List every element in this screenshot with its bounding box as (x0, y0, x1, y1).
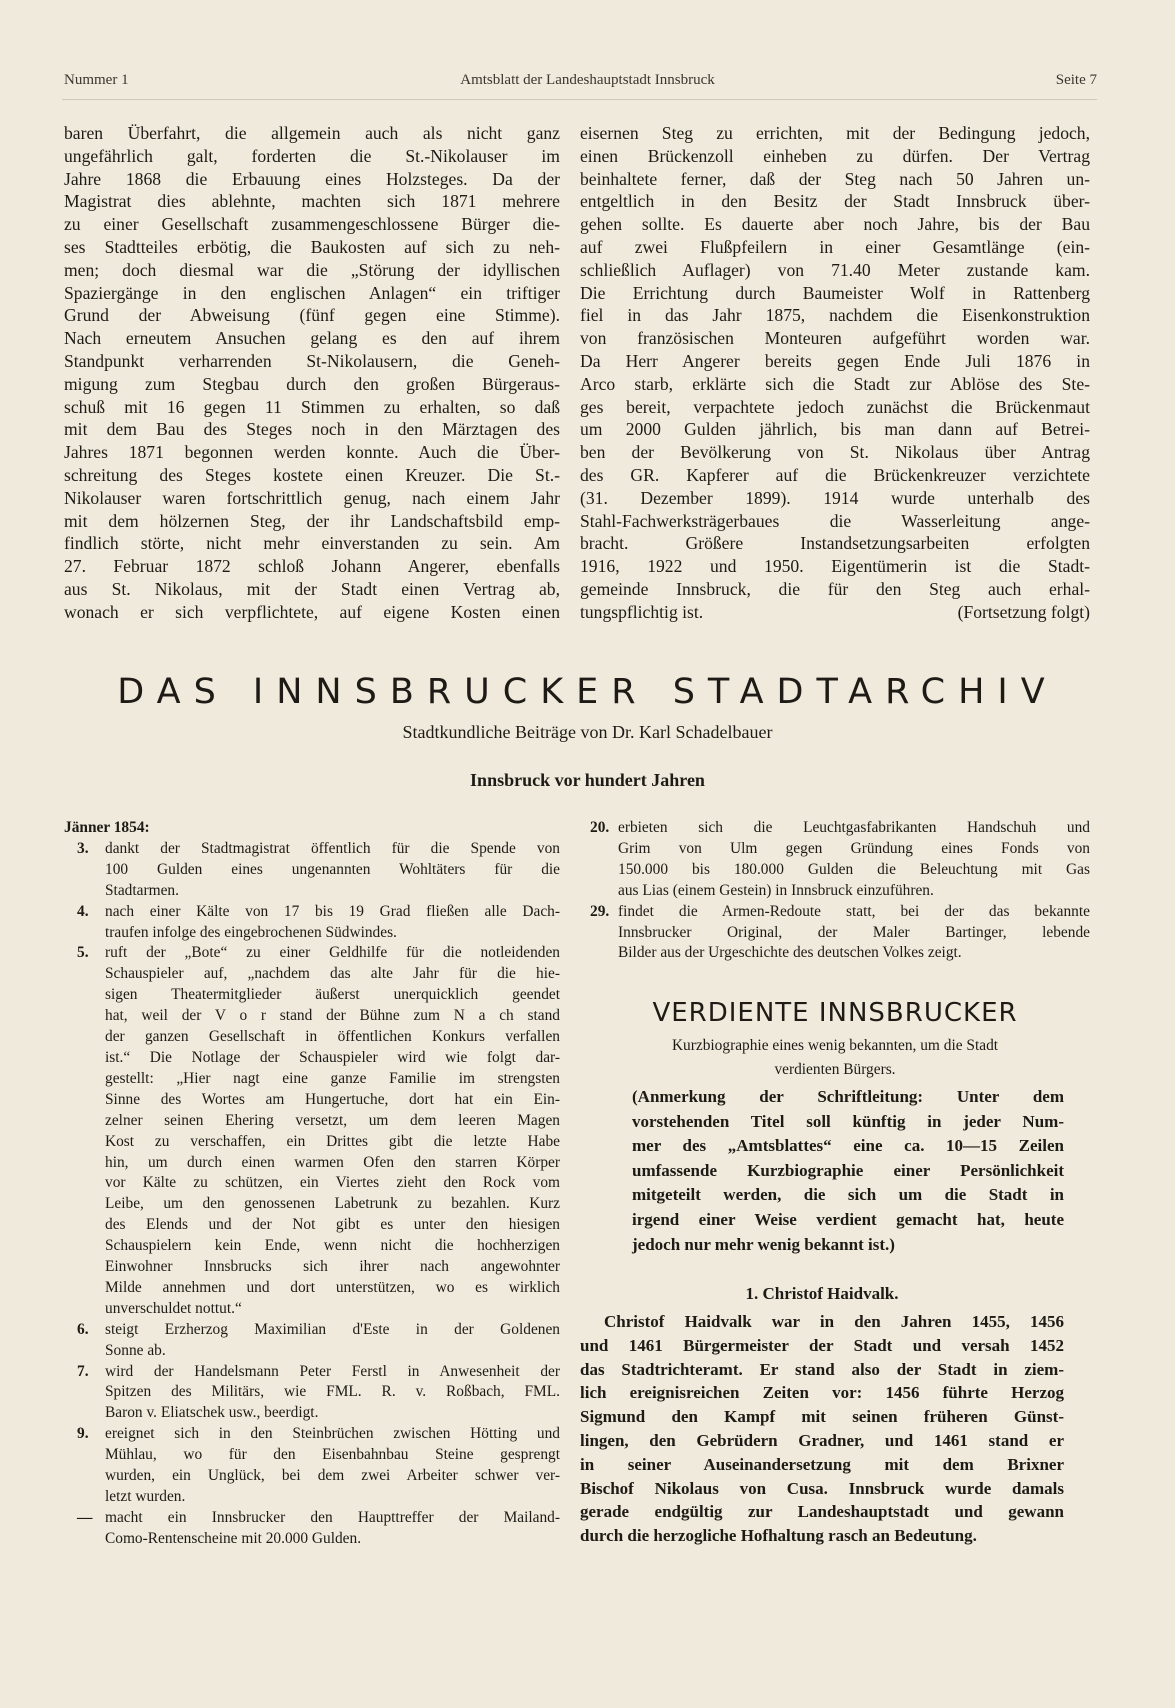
text-line: Spaziergänge in den englischen Anlagen“ ein triftiger (64, 282, 560, 303)
text-line: Sonne ab. (105, 1341, 166, 1359)
text-line: tungspflichtig ist. (580, 601, 704, 622)
text-line: einen Brückenzoll einheben zu dürfen. Der Vertrag (580, 145, 1090, 166)
text-line: findlich störte, nicht mehr einverstanden zu sein. Am (64, 533, 560, 554)
text-line: Schauspieler auf, „nachdem das alte Jahr für die hie- (105, 965, 560, 983)
text-line: gestellt: „Hier nagt eine ganze Familie im strengsten (105, 1069, 560, 1087)
text-line: lich ereignisreichen Zeiten vor: 1456 führte Herzog (580, 1383, 1064, 1403)
text-line: hat, weil der V o r stand der Bühne zum N a ch stand (105, 1007, 560, 1025)
text-line: ruft der „Bote“ zu einer Geldhilfe für die notleidenden (105, 944, 560, 962)
entry-day: 7. (77, 1362, 89, 1380)
chronicle-right-column (578, 818, 1090, 964)
text-line: und 1461 Bürgermeister der Stadt und versah 1452 (580, 1335, 1064, 1355)
text-line: Sigmund den Kampf mit seinen früheren Günst- (580, 1407, 1064, 1427)
issue-number: Nummer 1 (64, 72, 129, 88)
text-line: eisernen Steg zu errichten, mit der Bedingung jedoch, (580, 123, 1090, 143)
text-line: Da Herr Angerer bereits gegen Ende Juli 1876 in (580, 350, 1090, 371)
section-title: DAS INNSBRUCKER STADTARCHIV (117, 672, 1058, 712)
text-line: Mühlau, wo für den Eisenbahnbau Steine gesprengt (105, 1446, 560, 1464)
chronicle-entry (64, 1508, 560, 1550)
text-line: aus St. Nikolaus, mit der Stadt einen Vertrag ab, (64, 578, 560, 599)
text-line: aus Lias (einem Gestein) in Innsbruck einzuführen. (618, 881, 934, 899)
chronicle-entry (64, 1320, 560, 1362)
text-line: Como-Rentenscheine mit 20.000 Gulden. (105, 1529, 362, 1547)
text-line: Spitzen des Militärs, wie FML. R. v. Roßbach, FML. (105, 1383, 560, 1401)
subtitle-line: Kurzbiographie eines wenig bekannten, um die Stadt (671, 1037, 999, 1054)
text-line: findet die Armen-Redoute statt, bei der das bekannte (618, 902, 1090, 920)
text-line: ges bereit, verpachtete jedoch zunächst die Brückenmaut (580, 396, 1090, 417)
text-line: fiel in das Jahr 1875, nachdem die Eisenkonstruktion (580, 305, 1090, 326)
text-line: 27. Februar 1872 schloß Johann Angerer, ebenfalls (64, 556, 560, 577)
text-line: hin, um durch einen warmen Ofen den starren Körper (105, 1153, 560, 1171)
text-line: Grim von Ulm gegen Gründung eines Fonds von (618, 839, 1090, 857)
text-line: 1916, 1922 und 1950. Eigentümerin ist die Stadt- (580, 556, 1090, 577)
text-line: des GR. Kapferer auf die Brückenkreuzer verzichtete (580, 464, 1090, 485)
text-line: das Stadtrichteramt. Er stand also der Stadt in ziem- (580, 1359, 1064, 1379)
chronicle-entry (64, 943, 560, 1319)
chronicle-list (64, 839, 560, 1550)
text-line: baren Überfahrt, die allgemein auch als nicht ganz (64, 123, 560, 143)
entry-day: 3. (77, 839, 89, 857)
entry-day: 9. (77, 1425, 89, 1443)
text-line: jedoch nur mehr wenig bekannt ist.) (632, 1234, 895, 1254)
text-line: Milde annehmen und dort unterstützen, wo es wirklich (105, 1278, 560, 1296)
entry-day: 20. (590, 819, 610, 836)
subtitle-line: verdienten Bürgers. (774, 1061, 896, 1078)
entry-day: — (77, 1508, 93, 1526)
header-divider (62, 99, 1097, 100)
text-line: dankt der Stadtmagistrat öffentlich für die Spende von (105, 839, 560, 857)
text-line: der ganzen Gesellschaft in öffentlichen Konkurs verfallen (105, 1028, 560, 1046)
text-line: Die Errichtung durch Baumeister Wolf in Rattenberg (580, 282, 1090, 303)
text-line: (31. Dezember 1899). 1914 wurde unterhalb des (580, 487, 1090, 508)
text-line: bracht. Größere Instandsetzungsarbeiten erfolgten (580, 533, 1090, 554)
text-line: Arco starb, erklärte sich die Stadt zur Ablöse des Ste- (580, 373, 1090, 394)
text-line: men; doch diesmal war die „Störung der idyllischen (64, 259, 560, 280)
text-line: mit dem hölzernen Steg, der ihr Landschaftsbild emp- (64, 510, 560, 531)
text-line: gehen sollte. Es dauerte aber noch Jahre, bis der Bau (580, 214, 1090, 235)
text-line: Bilder aus der Urgeschichte des deutschen Volkes zeigt. (618, 944, 962, 962)
text-line: Kost zu verschaffen, ein Drittes gibt die letzte Habe (105, 1132, 560, 1150)
text-line: Jahre 1868 die Erbauung eines Holzsteges. Da der (64, 168, 560, 189)
text-line: steigt Erzherzog Maximilian d'Este in der Goldenen (105, 1320, 560, 1338)
text-line: letzt wurden. (105, 1488, 186, 1505)
text-line: 150.000 bis 180.000 Gulden die Beleuchtung mit Gas (618, 860, 1090, 878)
text-line: Grund der Abweisung (fünf gegen eine Stimme). (64, 305, 560, 326)
verdiente-subtitle (580, 1034, 1090, 1082)
text-line: macht ein Innsbrucker den Haupttreffer der Mailand- (105, 1508, 560, 1526)
text-line: erbieten sich die Leuchtgasfabrikanten Handschuh und (618, 819, 1090, 836)
text-line: mer des „Amtsblattes“ eine ca. 10—15 Zeilen (632, 1136, 1064, 1156)
text-line: Standpunkt verharrenden St-Nikolausern, die Geneh- (64, 350, 560, 371)
text-line: mitgeteilt werden, die sich um die Stadt in (632, 1185, 1064, 1205)
publication-title: Amtsblatt der Landeshauptstadt Innsbruck (460, 72, 715, 88)
verdiente-title: VERDIENTE INNSBRUCKER (652, 998, 1018, 1028)
chronicle-entry (64, 902, 560, 944)
editorial-note (632, 1085, 1064, 1257)
entry-day: 4. (77, 902, 89, 920)
text-line: in seiner Auseinandersetzung mit dem Brixner (580, 1454, 1064, 1474)
chronicle-entry (64, 839, 560, 902)
text-line: gerade endgültig zur Landeshauptstadt und gewann (580, 1502, 1064, 1522)
text-line: ist.“ Die Notlage der Schauspieler wird wie folgt dar- (105, 1048, 560, 1066)
text-line: vorstehenden Titel soll künftig in jeder Num- (632, 1111, 1064, 1131)
text-line: irgend einer Weise verdient gemacht hat, heute (632, 1209, 1064, 1229)
text-line: Nach erneutem Ansuchen gelang es den auf ihrem (64, 328, 560, 349)
article-right-column (580, 122, 1090, 624)
chronicle-entry (64, 1424, 560, 1508)
article-left-column (64, 122, 560, 624)
chronicle-list (578, 818, 1090, 964)
text-line: von französischen Monteuren aufgeführt worden war. (580, 328, 1090, 349)
text-line: beinhaltete ferner, daß der Steg nach 50 Jahren un- (580, 168, 1090, 189)
text-line: auf zwei Flußpfeilern in einer Gesamtlänge (ein- (580, 236, 1090, 257)
biography-text (580, 1310, 1064, 1548)
continuation-note: (Fortsetzung folgt) (957, 601, 1090, 622)
text-line: ben der Bevölkerung von St. Nikolaus über Antrag (580, 442, 1090, 463)
text-line: lingen, den Gebrüdern Gradner, und 1461 stand er (580, 1430, 1064, 1450)
text-line: migung zum Stegbau durch den großen Bürgeraus- (64, 373, 560, 394)
text-line: nach einer Kälte von 17 bis 19 Grad fließen alle Dach- (105, 902, 560, 920)
biography-title: 1. Christof Haidvalk. (745, 1284, 899, 1303)
chronicle-left-column (64, 818, 560, 1550)
text-line: Stadtarmen. (105, 881, 179, 899)
text-line: Schauspielern kein Ende, wenn nicht die hochherzigen (105, 1237, 560, 1255)
text-line: Baron v. Eliatschek usw., beerdigt. (105, 1404, 319, 1422)
text-line: mit dem Bau des Steges noch in den Märztagen des (64, 419, 560, 440)
text-line: Innsbrucker Original, der Maler Bartinger, lebende (618, 923, 1090, 941)
text-line: Bischof Nikolaus von Cusa. Innsbruck wurde damals (580, 1478, 1064, 1498)
text-line: Sinne des Wortes am Hungertuche, dort hat ein Ein- (105, 1090, 560, 1108)
text-line: Magistrat dies ablehnte, machten sich 1871 mehrere (64, 191, 560, 212)
text-line: traufen infolge des eingebrochenen Südwindes. (105, 923, 397, 941)
text-line: unverschuldet nottut.“ (105, 1299, 242, 1317)
text-line: durch die herzogliche Hofhaltung rasch an Bedeutung. (580, 1526, 977, 1546)
text-line: um 2000 Gulden jährlich, bis man dann auf Betrei- (580, 419, 1090, 440)
text-line: schreitung des Steges kostete einen Kreuzer. Die St.- (64, 464, 560, 485)
text-line: wurden, ein Unglück, bei dem zwei Arbeiter schwer ver- (105, 1467, 560, 1485)
chronicle-entry (578, 902, 1090, 965)
page-number: Seite 7 (1055, 72, 1097, 88)
entry-day: 29. (590, 902, 610, 920)
text-line: ungefährlich galt, forderten die St.-Nikolauser im (64, 145, 560, 166)
text-line: des Elends und der Not gibt es unter den hiesigen (105, 1216, 560, 1234)
text-line: zelner seinen Ehering versetzt, um dem leeren Magen (105, 1111, 560, 1129)
month-heading: Jänner 1854: (64, 819, 150, 836)
text-line: Stahl-Fachwerksträgerbaues die Wasserleitung ange- (580, 510, 1090, 531)
entry-day: 6. (77, 1320, 89, 1338)
text-line: schuß mit 16 gegen 11 Stimmen zu erhalten, so daß (64, 396, 560, 417)
text-line: schließlich Auflager) von 71.40 Meter zustande kam. (580, 259, 1090, 280)
text-line: umfassende Kurzbiographie einer Persönlichkeit (632, 1160, 1064, 1180)
text-line: Christof Haidvalk war in den Jahren 1455, 1456 (604, 1312, 1064, 1331)
entry-day: 5. (77, 944, 89, 962)
text-line: Leibe, um den genossenen Labetrunk zu bezahlen. Kurz (105, 1195, 560, 1213)
chronicle-entry (64, 1362, 560, 1425)
subsection-title: Innsbruck vor hundert Jahren (470, 770, 705, 790)
text-line: ereignet sich in den Steinbrüchen zwischen Hötting und (105, 1425, 560, 1443)
text-line: wird der Handelsmann Peter Ferstl in Anwesenheit der (105, 1362, 560, 1380)
text-line: Einwohner Innsbrucks sich ihrer nach angewohnter (105, 1258, 560, 1276)
chronicle-entry (578, 818, 1090, 902)
text-line: Jahres 1871 begonnen werden konnte. Auch die Über- (64, 442, 560, 463)
section-subtitle: Stadtkundliche Beiträge von Dr. Karl Schadelbauer (402, 722, 773, 742)
text-line: ses Stadtteiles erbötig, die Baukosten auf sich zu neh- (64, 236, 560, 257)
text-line: entgeltlich in den Besitz der Stadt Innsbruck über- (580, 191, 1090, 212)
text-line: zu einer Gesellschaft zusammengeschlossene Bürger die- (64, 214, 560, 235)
text-line: wonach er sich verpflichtete, auf eigene Kosten einen (64, 601, 560, 622)
text-line: gemeinde Innsbruck, die für den Steg auch erhal- (580, 578, 1090, 599)
text-line: (Anmerkung der Schriftleitung: Unter dem (632, 1087, 1064, 1106)
text-line: Nikolauser waren fortschrittlich genug, nach einem Jahr (64, 487, 560, 508)
text-line: sigen Theatermitglieder äußerst unerquicklich geendet (105, 986, 560, 1004)
text-line: vor Kälte zu schützen, ein Viertes zieht den Rock vom (105, 1174, 560, 1192)
text-line: 100 Gulden eines ungenannten Wohltäters für die (105, 860, 560, 878)
